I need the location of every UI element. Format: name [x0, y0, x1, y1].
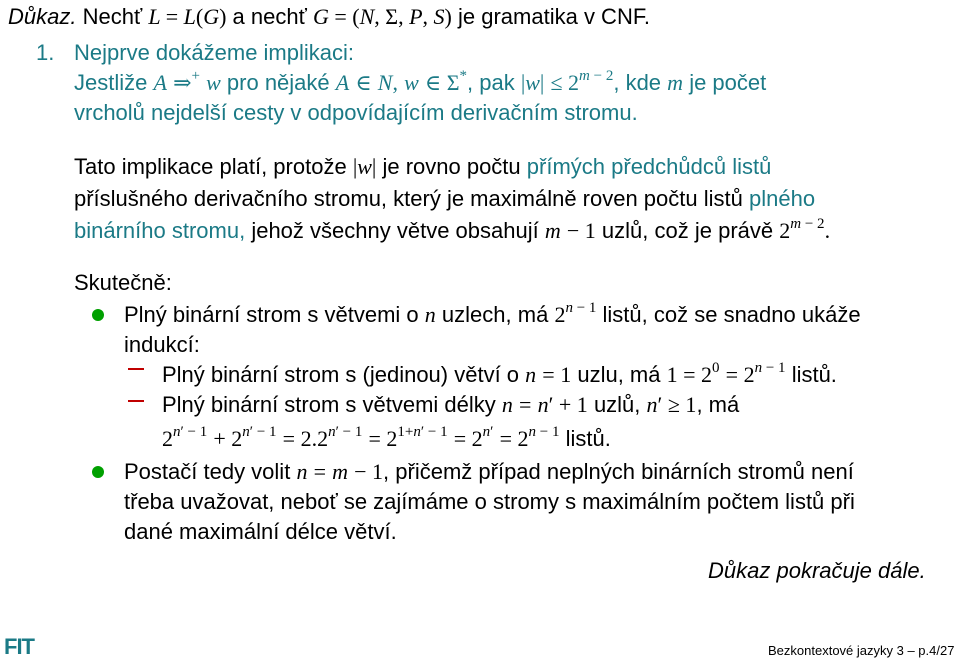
- bullet-dot: [92, 309, 104, 321]
- bullet2-line-3: dané maximální délce větví.: [124, 519, 397, 544]
- intro-line: Důkaz. Nechť L = L(G) a nechť G = (N, Σ, P, S) je gramatika v CNF.: [8, 4, 650, 29]
- bullet1-line-1: Plný binární strom s větvemi o n uzlech, má $2^{n - 1}$ listů, což se snadno ukáže: [124, 299, 861, 327]
- footer-text: Bezkontextové jazyky 3 – p.4/27: [768, 643, 955, 658]
- para-line-3: binárního stromu, jehož všechny větve obsahují m − 1 uzlů, což je právě $2^{m - 2}$.: [74, 215, 831, 243]
- dash-marker: [128, 368, 144, 370]
- fit-logo: FIT: [4, 634, 34, 659]
- para-line-2: příslušného derivačního stromu, který je maximálně roven počtu listů plného: [74, 186, 816, 211]
- bullet1-line-2: indukcí:: [124, 332, 200, 357]
- bullet-dot: [92, 466, 104, 478]
- dash1-line: Plný binární strom s (jedinou) větví o n = 1 uzlu, má $1 = 2^0 = 2^{n - 1}$ listů.: [162, 359, 837, 387]
- indeed-label: Skutečně:: [74, 270, 172, 295]
- math-L-def: L = L(G): [148, 4, 227, 29]
- proof-label: Důkaz.: [8, 4, 77, 29]
- math-G-def: G = (N, Σ, P, S): [312, 4, 452, 29]
- item1-number: 1.: [36, 40, 55, 65]
- proof-continues: Důkaz pokračuje dále.: [708, 558, 926, 583]
- item1-heading: Nejprve dokážeme implikaci:: [74, 40, 354, 65]
- dash2-line-1: Plný binární strom s větvemi délky n = n′ + 1 uzlů, n′ ≥ 1, má: [162, 392, 740, 417]
- bullet2-line-2: třeba uvažovat, neboť se zajímáme o stromy s maximálním počtem listů při: [124, 489, 855, 514]
- dash2-line-2: $2^{n' - 1} + 2^{n' - 1} = 2.2^{n' - 1} = 2^{1+n' - 1} = 2^{n'} = 2^{n - 1}$ listů.: [162, 423, 611, 451]
- para-line-1: Tato implikace platí, protože |w| je rovno počtu přímých předchůdců listů: [74, 154, 772, 179]
- item1-statement-cont: vrcholů nejdelší cesty v odpovídajícím derivačním stromu.: [74, 100, 638, 125]
- dash-marker: [128, 400, 144, 402]
- bullet2-line-1: Postačí tedy volit n = m − 1, přičemž případ neplných binárních stromů není: [124, 459, 854, 484]
- item1-statement: Jestliže A ⇒+ w pro nějaké A ∈ N, w ∈ Σ*, pak $|w| \le 2^{m - 2}$, kde m je počet: [74, 67, 767, 95]
